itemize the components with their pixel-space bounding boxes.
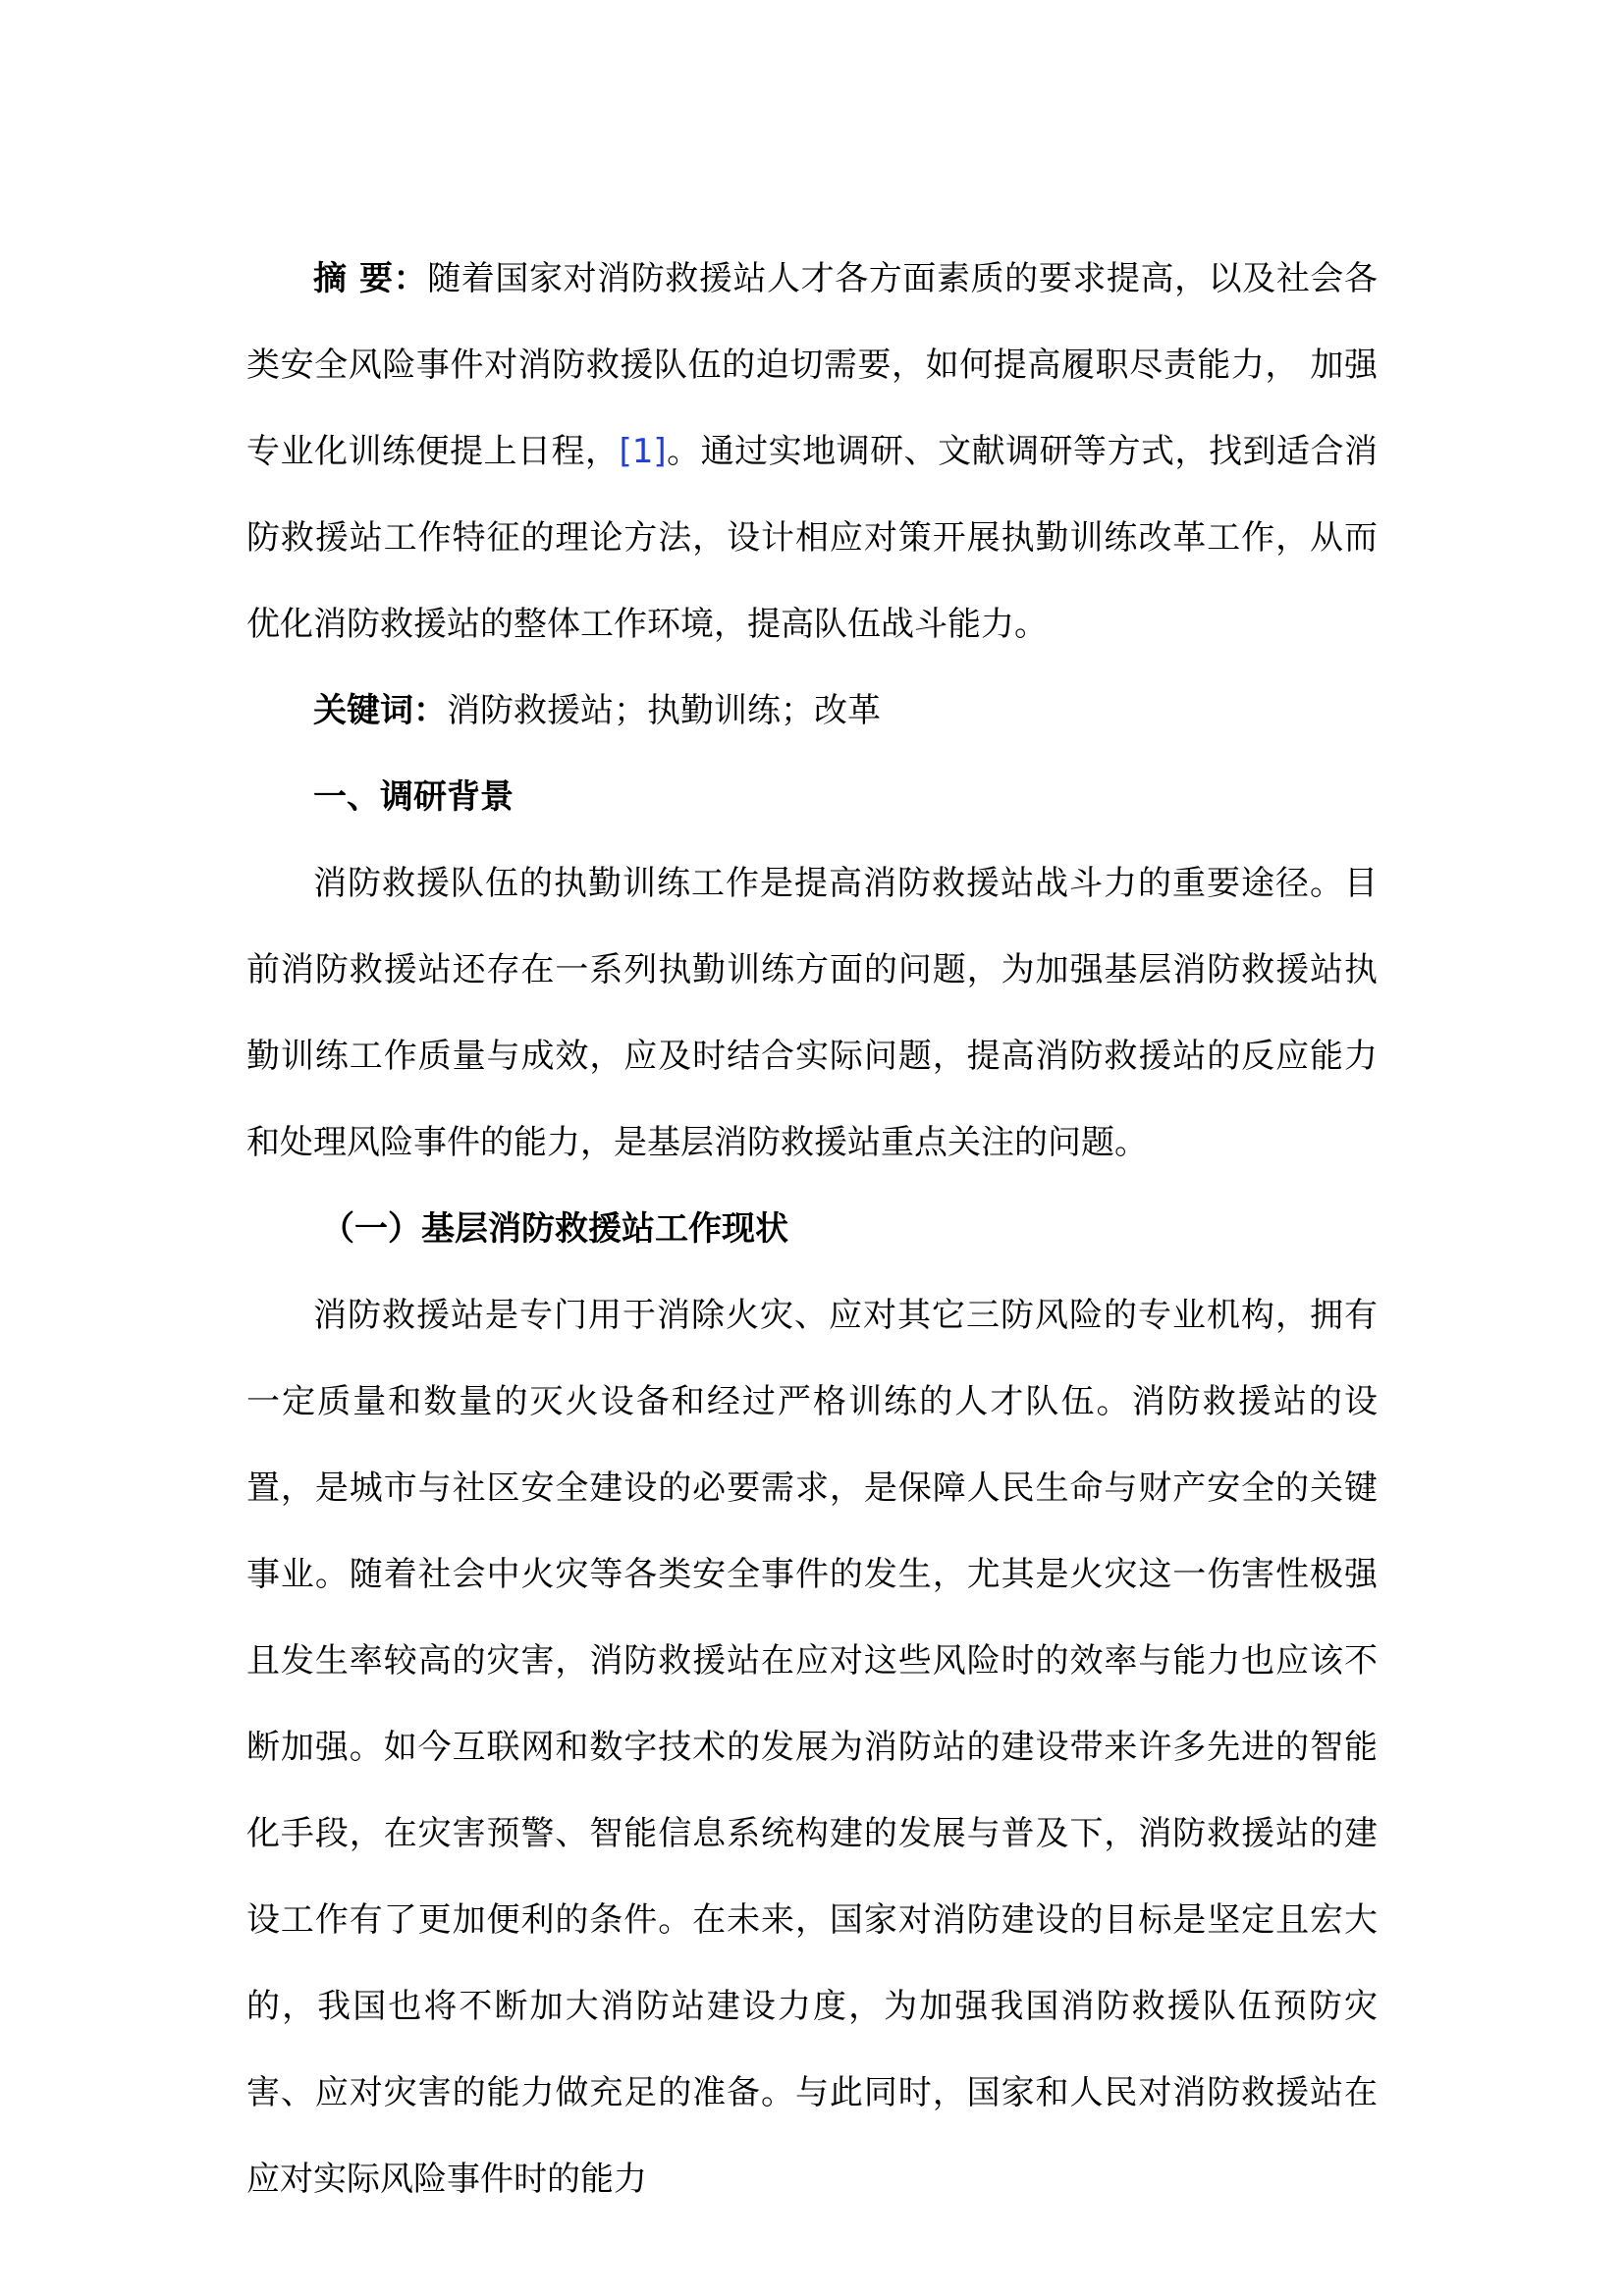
keywords-paragraph [246, 667, 1378, 754]
keywords-label: 关键词： [313, 691, 447, 730]
abstract-paragraph [246, 236, 1378, 667]
abstract-text-part2: 。通过实地调研、文献调研等方式，找到适合消防救援站工作特征的理论方法，设计相应对策开展执勤训练改革工作，从而优化消防救援站的整体工作环境，提高队伍战斗能力。 [246, 432, 1379, 644]
citation-link[interactable]: [1] [619, 432, 667, 471]
document-body [246, 236, 1378, 2222]
subsection-paragraph-current-status: 消防救援站是专门用于消除火灾、应对其它三防风险的专业机构，拥有一定质量和数量的灭火设备和经过严格训练的人才队伍。消防救援站的设置，是城市与社区安全建设的必要需求，是保障人民生命与财产安全的关键事业。随着社会中火灾等各类安全事件的发生，尤其是火灾这一伤害性极强且发生率较高的灾害，消防救援站在应对这些风险时的效率与能力也应该不断加强。如今互联网和数字技术的发展为消防站的建设带来许多先进的智能化手段，在灾害预警、智能信息系统构建的发展与普及下，消防救援站的建设工作有了更加便利的条件。在未来，国家对消防建设的目标是坚定且宏大的，我国也将不断加大消防站建设力度，为加强我国消防救援队伍预防灾害、应对灾害的能力做充足的准备。与此同时，国家和人民对消防救援站在应对实际风险事件时的能力 [246, 1296, 1378, 2199]
keywords-text: 消防救援站；执勤训练；改革 [447, 691, 881, 730]
section-paragraph-research-background: 消防救援队伍的执勤训练工作是提高消防救援站战斗力的重要途径。目前消防救援站还存在一系列执勤训练方面的问题，为加强基层消防救援站执勤训练工作质量与成效，应及时结合实际问题，提高消防救援站的反应能力和处理风险事件的能力，是基层消防救援站重点关注的问题。 [246, 864, 1378, 1162]
section-heading-research-background: 一、调研背景 [313, 777, 514, 817]
abstract-text-part1: 随着国家对消防救援站人才各方面素质的要求提高，以及社会各类安全风险事件对消防救援队伍的迫切需要，如何提高履职尽责能力， 加强专业化训练便提上日程， [246, 259, 1378, 471]
subsection-heading-current-status: （一）基层消防救援站工作现状 [321, 1209, 788, 1249]
abstract-label: 摘 要： [313, 259, 428, 298]
